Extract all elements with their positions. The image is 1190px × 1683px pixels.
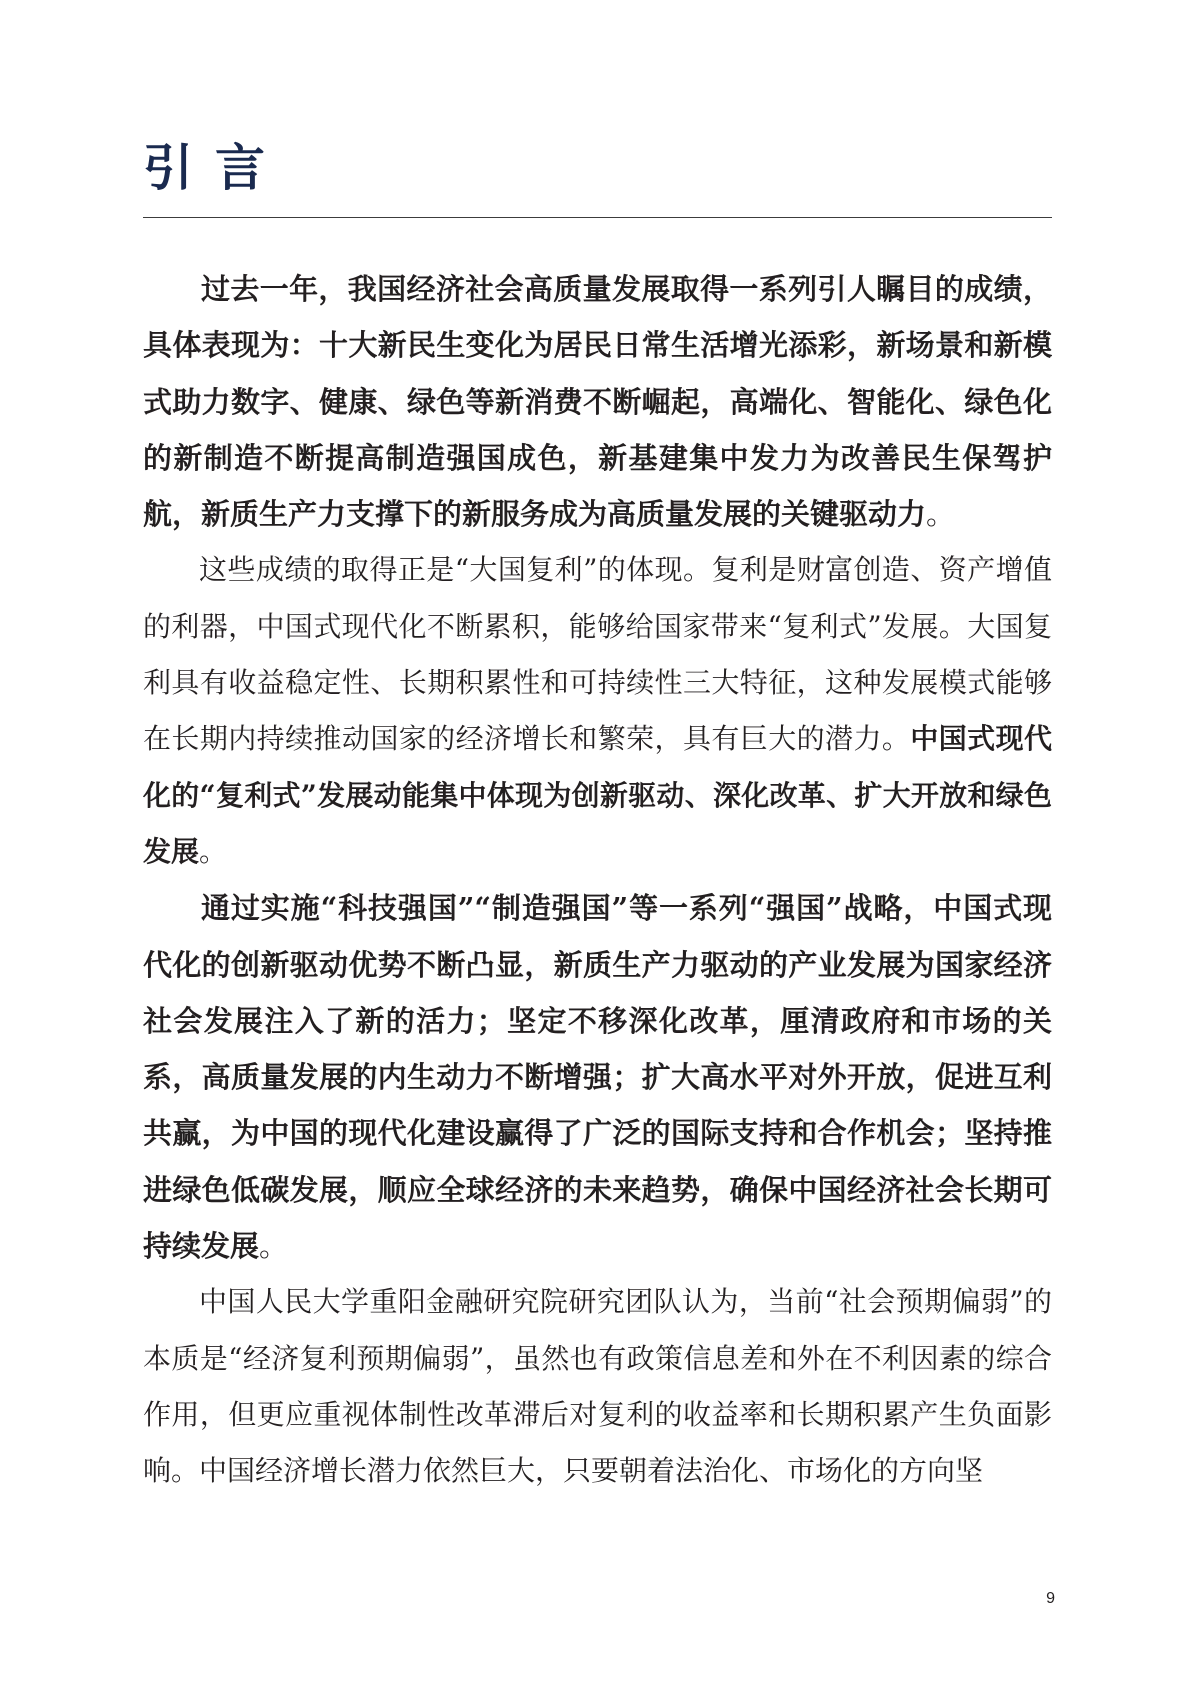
paragraph-1: [143, 261, 1052, 542]
page-number: 9: [1046, 1590, 1055, 1607]
paragraph-4-text: 中国人民大学重阳金融研究院研究团队认为，当前“社会预期偏弱”的本质是“经济复利预期偏弱”，虽然也有政策信息差和外在不利因素的综合作用，但更应重视体制性改革滞后对复利的收益率和长期积累产生负面影响。中国经济增长潜力依然巨大，只要朝着法治化、市场化的方向坚: [143, 1285, 1052, 1488]
paragraph-2-text: 这些成绩的取得正是“大国复利”的体现。复利是财富创造、资产增值的利器，中国式现代化不断累积，能够给国家带来“复利式”发展。大国复利具有收益稳定性、长期积累性和可持续性三大特征，这种发展模式能够在长期内持续推动国家的经济增长和繁荣，具有巨大的潜力。: [143, 553, 1052, 756]
paragraph-4: [143, 1274, 1052, 1499]
paragraph-3: [143, 880, 1052, 1274]
paragraph-2: [143, 542, 1052, 880]
paragraph-2-end: 。: [199, 834, 228, 868]
title-divider: [143, 217, 1052, 218]
body-text: [143, 261, 1052, 1500]
paragraph-3-end: 。: [259, 1229, 289, 1264]
paragraph-1-bold: 过去一年，我国经济社会高质量发展取得一系列引人瞩目的成绩，具体表现为：十大新民生变化为居民日常生活增光添彩，新场景和新模式助力数字、健康、绿色等新消费不断崛起，高端化、智能化、绿色化的新制造不断提高制造强国成色，新基建集中发力为改善民生保驾护航，新质生产力支撑下的新服务成为高质量发展的关键驱动力: [143, 272, 1052, 532]
paragraph-3-bold: 通过实施“科技强国”“制造强国”等一系列“强国”战略，中国式现代化的创新驱动优势不断凸显，新质生产力驱动的产业发展为国家经济社会发展注入了新的活力；坚定不移深化改革，厘清政府和市场的关系，高质量发展的内生动力不断增强；扩大高水平对外开放，促进互利共赢，为中国的现代化建设赢得了广泛的国际支持和合作机会；坚持推进绿色低碳发展，顺应全球经济的未来趋势，确保中国经济社会长期可持续发展: [143, 891, 1052, 1264]
paragraph-1-end: 。: [926, 497, 956, 532]
paragraph-2-bold: 中国式现代化的“复利式”发展动能集中体现为创新驱动、深化改革、扩大开放和绿色发展: [143, 722, 1052, 868]
page-title: 引言: [143, 139, 287, 197]
